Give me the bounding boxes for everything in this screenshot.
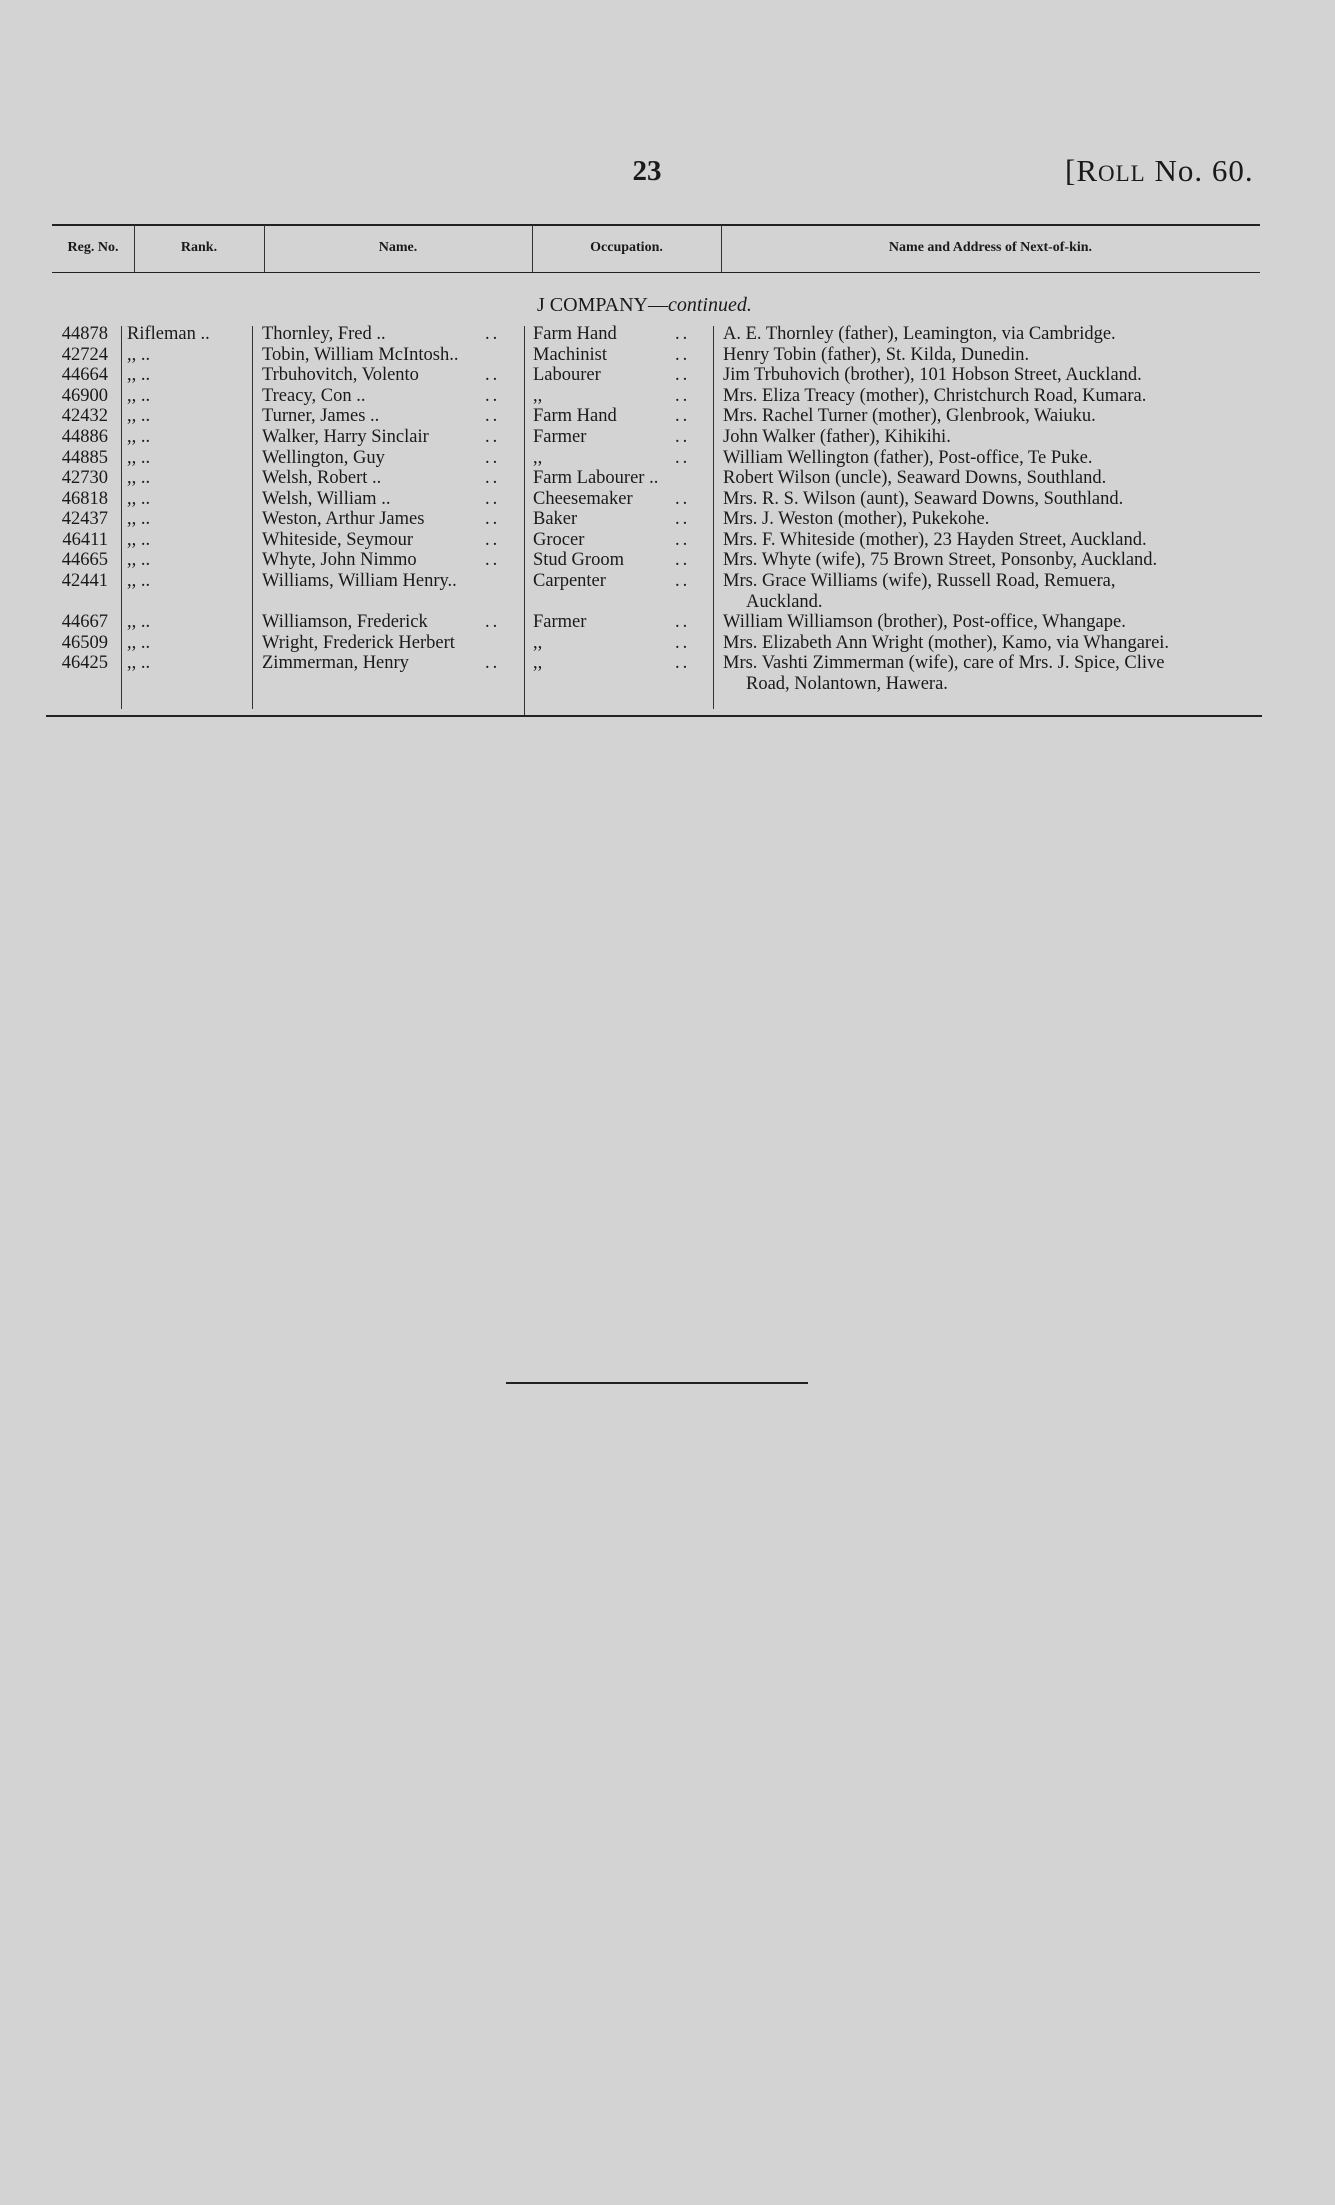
name-cell: Whyte, John Nimmo xyxy=(262,550,417,570)
occupation-cell: Baker xyxy=(533,509,578,529)
next-of-kin-cell: William Williamson (brother), Post-office, Whangape. xyxy=(723,612,1126,632)
reg-cell: 44885 xyxy=(61,448,108,468)
name-cell: Tobin, William McIntosh.. xyxy=(262,345,459,365)
reg-cell: 46509 xyxy=(61,633,108,653)
occupation-cell: ,, xyxy=(533,448,543,468)
table-row xyxy=(0,530,1335,551)
occupation-cell: Labourer xyxy=(533,365,601,385)
rank-cell: ,, .. xyxy=(127,530,151,550)
name-leader-dots: .. xyxy=(485,324,501,344)
name-leader-dots: .. xyxy=(485,448,501,468)
name-leader-dots: .. xyxy=(485,550,501,570)
rank-cell: ,, .. xyxy=(127,427,151,447)
reg-cell: 46411 xyxy=(62,530,108,550)
occupation-leader-dots: .. xyxy=(675,448,691,468)
occupation-cell: Machinist xyxy=(533,345,607,365)
reg-cell: 42730 xyxy=(61,468,108,488)
reg-cell: 42432 xyxy=(61,406,108,426)
reg-cell: 44878 xyxy=(61,324,108,344)
table-row xyxy=(0,427,1335,448)
reg-cell: 44886 xyxy=(61,427,108,447)
name-cell: Treacy, Con .. xyxy=(262,386,366,406)
occupation-leader-dots: .. xyxy=(675,612,691,632)
reg-cell: 42441 xyxy=(61,571,108,591)
rank-cell: ,, .. xyxy=(127,571,151,591)
rank-cell: ,, .. xyxy=(127,448,151,468)
occupation-cell: Farmer xyxy=(533,427,587,447)
roll-prefix: [R xyxy=(1065,153,1098,188)
table-row xyxy=(0,448,1335,469)
occupation-leader-dots: .. xyxy=(675,509,691,529)
section-continued: continued. xyxy=(667,294,752,316)
name-cell: Williamson, Frederick xyxy=(262,612,428,632)
rank-cell: ,, .. xyxy=(127,489,151,509)
occupation-leader-dots: .. xyxy=(675,550,691,570)
col-header-occupation: Occupation. xyxy=(590,240,663,255)
occupation-leader-dots: .. xyxy=(675,571,691,591)
col-header-rank: Rank. xyxy=(180,240,218,255)
name-leader-dots: .. xyxy=(485,386,501,406)
name-leader-dots: .. xyxy=(485,406,501,426)
next-of-kin-cell: Mrs. Whyte (wife), 75 Brown Street, Ponsonby, Auckland. xyxy=(723,550,1158,570)
occupation-leader-dots: .. xyxy=(675,324,691,344)
table-row xyxy=(0,653,1335,674)
rank-cell: Rifleman .. xyxy=(127,324,210,344)
name-cell: Turner, James .. xyxy=(262,406,380,426)
occupation-leader-dots: .. xyxy=(675,427,691,447)
table-row xyxy=(0,324,1335,345)
table-bottom-rule xyxy=(46,715,1262,717)
occupation-leader-dots: .. xyxy=(675,386,691,406)
roll-smallcaps: OLL xyxy=(1098,161,1146,186)
name-leader-dots: .. xyxy=(485,365,501,385)
next-of-kin-cell: William Wellington (father), Post-office, Te Puke. xyxy=(723,448,1093,468)
rank-cell: ,, .. xyxy=(127,406,151,426)
section-title xyxy=(537,294,752,317)
name-cell: Weston, Arthur James xyxy=(262,509,425,529)
reg-cell: 44667 xyxy=(61,612,108,632)
roll-number xyxy=(1065,153,1254,189)
table-row xyxy=(0,365,1335,386)
occupation-cell: Grocer xyxy=(533,530,585,550)
name-leader-dots: .. xyxy=(485,489,501,509)
name-cell: Williams, William Henry.. xyxy=(262,571,457,591)
next-of-kin-cell: Jim Trbuhovich (brother), 101 Hobson Street, Auckland. xyxy=(723,365,1142,385)
occupation-cell: Stud Groom xyxy=(533,550,624,570)
next-of-kin-cell: Henry Tobin (father), St. Kilda, Dunedin. xyxy=(723,345,1030,365)
reg-cell: 46818 xyxy=(61,489,108,509)
reg-cell: 42724 xyxy=(61,345,108,365)
table-row xyxy=(0,345,1335,366)
rank-cell: ,, .. xyxy=(127,509,151,529)
name-leader-dots: .. xyxy=(485,530,501,550)
rank-cell: ,, .. xyxy=(127,550,151,570)
table-row xyxy=(0,571,1335,592)
occupation-cell: Farm Labourer .. xyxy=(533,468,659,488)
table-row xyxy=(0,550,1335,571)
next-of-kin-continuation: Road, Nolantown, Hawera. xyxy=(746,674,948,694)
next-of-kin-cell: Mrs. Rachel Turner (mother), Glenbrook, Waiuku. xyxy=(723,406,1096,426)
occupation-leader-dots: .. xyxy=(675,653,691,673)
occupation-leader-dots: .. xyxy=(675,633,691,653)
name-cell: Welsh, Robert .. xyxy=(262,468,382,488)
col-header-next-of-kin: Name and Address of Next-of-kin. xyxy=(888,240,1093,255)
table-row xyxy=(0,612,1335,633)
occupation-cell: Farm Hand xyxy=(533,324,617,344)
next-of-kin-cell: Mrs. Grace Williams (wife), Russell Road, Remuera, xyxy=(723,571,1116,591)
rank-cell: ,, .. xyxy=(127,345,151,365)
reg-cell: 44664 xyxy=(61,365,108,385)
reg-cell: 46425 xyxy=(61,653,108,673)
rank-cell: ,, .. xyxy=(127,468,151,488)
name-leader-dots: .. xyxy=(485,653,501,673)
next-of-kin-cell: John Walker (father), Kihikihi. xyxy=(723,427,951,447)
rank-cell: ,, .. xyxy=(127,612,151,632)
occupation-leader-dots: .. xyxy=(675,489,691,509)
footer-rule xyxy=(506,1382,808,1384)
next-of-kin-cell: A. E. Thornley (father), Leamington, via Cambridge. xyxy=(723,324,1116,344)
name-cell: Wellington, Guy xyxy=(262,448,385,468)
col-header-reg: Reg. No. xyxy=(67,240,119,255)
name-cell: Walker, Harry Sinclair xyxy=(262,427,429,447)
next-of-kin-cell: Mrs. Elizabeth Ann Wright (mother), Kamo, via Whangarei. xyxy=(723,633,1170,653)
next-of-kin-continuation: Auckland. xyxy=(746,592,823,612)
next-of-kin-cell: Mrs. F. Whiteside (mother), 23 Hayden Street, Auckland. xyxy=(723,530,1147,550)
name-cell: Whiteside, Seymour xyxy=(262,530,414,550)
roll-rest: No. 60. xyxy=(1145,153,1254,188)
occupation-cell: ,, xyxy=(533,653,543,673)
header-top-rule xyxy=(52,224,1260,226)
occupation-cell: ,, xyxy=(533,633,543,653)
rank-cell: ,, .. xyxy=(127,633,151,653)
header-bottom-rule xyxy=(52,272,1260,273)
page-number: 23 xyxy=(632,155,662,187)
table-row xyxy=(0,489,1335,510)
reg-cell: 44665 xyxy=(61,550,108,570)
occupation-leader-dots: .. xyxy=(675,406,691,426)
occupation-cell: ,, xyxy=(533,386,543,406)
occupation-cell: Carpenter xyxy=(533,571,606,591)
name-leader-dots: .. xyxy=(485,468,501,488)
occupation-cell: Farm Hand xyxy=(533,406,617,426)
reg-cell: 42437 xyxy=(61,509,108,529)
occupation-cell: Cheesemaker xyxy=(533,489,633,509)
next-of-kin-cell: Mrs. Vashti Zimmerman (wife), care of Mrs. J. Spice, Clive xyxy=(723,653,1165,673)
rank-cell: ,, .. xyxy=(127,365,151,385)
col-header-name: Name. xyxy=(378,240,418,255)
name-cell: Trbuhovitch, Volento xyxy=(262,365,419,385)
name-cell: Wright, Frederick Herbert xyxy=(262,633,455,653)
name-leader-dots: .. xyxy=(485,427,501,447)
table-row xyxy=(0,468,1335,489)
next-of-kin-cell: Mrs. J. Weston (mother), Pukekohe. xyxy=(723,509,990,529)
occupation-leader-dots: .. xyxy=(675,530,691,550)
name-leader-dots: .. xyxy=(485,509,501,529)
table-row xyxy=(0,509,1335,530)
section-company: J COMPANY— xyxy=(537,294,668,316)
next-of-kin-cell: Robert Wilson (uncle), Seaward Downs, Southland. xyxy=(723,468,1107,488)
rank-cell: ,, .. xyxy=(127,386,151,406)
next-of-kin-cell: Mrs. R. S. Wilson (aunt), Seaward Downs, Southland. xyxy=(723,489,1124,509)
table-row xyxy=(0,633,1335,654)
next-of-kin-cell: Mrs. Eliza Treacy (mother), Christchurch Road, Kumara. xyxy=(723,386,1147,406)
table-row xyxy=(0,386,1335,407)
reg-cell: 46900 xyxy=(61,386,108,406)
name-cell: Thornley, Fred .. xyxy=(262,324,386,344)
occupation-cell: Farmer xyxy=(533,612,587,632)
name-cell: Zimmerman, Henry xyxy=(262,653,409,673)
occupation-leader-dots: .. xyxy=(675,345,691,365)
table-row xyxy=(0,406,1335,427)
name-leader-dots: .. xyxy=(485,612,501,632)
rank-cell: ,, .. xyxy=(127,653,151,673)
occupation-leader-dots: .. xyxy=(675,365,691,385)
name-cell: Welsh, William .. xyxy=(262,489,391,509)
